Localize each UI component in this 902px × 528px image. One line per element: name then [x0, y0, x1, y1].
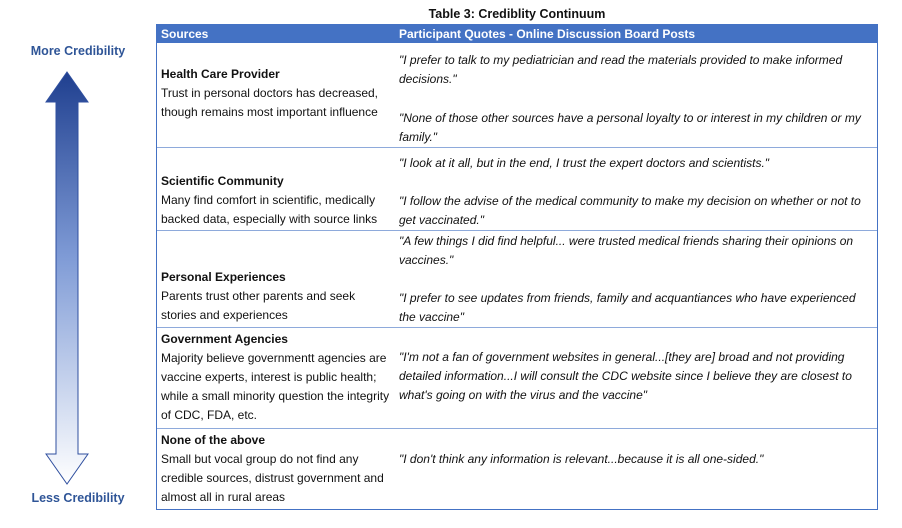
more-credibility-label: More Credibility [30, 44, 126, 58]
source-description: Majority believe governmentt agencies are vaccine experts, interest is public health; while a small minority question the integrity of CDC, FDA, etc. [161, 351, 390, 422]
table-row [157, 147, 877, 231]
less-credibility-label: Less Credibility [31, 491, 125, 505]
header-quotes: Participant Quotes - Online Discussion Board Posts [399, 27, 696, 41]
table-title: Table 3: Crediblity Continuum [428, 7, 606, 21]
table-row [157, 230, 877, 328]
source-description: Many find comfort in scientific, medically backed data, especially with source links [161, 193, 378, 226]
table-row [157, 43, 877, 147]
source-title: Health Care Provider [161, 67, 280, 81]
source-title: Scientific Community [161, 174, 284, 188]
table-row [157, 428, 877, 510]
source-cell [161, 268, 393, 325]
source-title: None of the above [161, 433, 266, 447]
quote: "I don't think any information is relevant...because it is all one-sided." [399, 452, 764, 466]
source-cell [161, 330, 393, 425]
credibility-table [156, 24, 878, 510]
credibility-arrow-icon [44, 70, 90, 486]
source-cell [161, 65, 393, 122]
quote: "I look at it all, but in the end, I trust the expert doctors and scientists." [399, 156, 770, 170]
source-title: Government Agencies [161, 332, 288, 346]
table-header [157, 25, 877, 43]
source-description: Small but vocal group do not find any credible sources, distrust government and almost all in rural areas [161, 452, 384, 504]
quote: "None of those other sources have a personal loyalty to or interest in my children or my family." [399, 111, 861, 144]
header-sources: Sources [161, 27, 209, 41]
source-description: Parents trust other parents and seek stories and experiences [161, 289, 356, 322]
quote: "I prefer to see updates from friends, family and acquantiances who have experienced the vaccine" [399, 291, 856, 324]
quote: "I'm not a fan of government websites in general...[they are] broad and not providing detailed information...I will consult the CDC website since I believe they are closest to what's going on with the virus and the vaccine" [399, 350, 852, 402]
quote: "I prefer to talk to my pediatrician and read the materials provided to make informed decisions." [399, 53, 843, 86]
table-row [157, 327, 877, 429]
quote: "I follow the advise of the medical community to make my decision on whether or not to get vaccinated." [399, 194, 861, 227]
quote: "A few things I did find helpful... were trusted medical friends sharing their opinions on vaccines." [399, 234, 854, 267]
source-title: Personal Experiences [161, 270, 286, 284]
source-description: Trust in personal doctors has decreased, though remains most important influence [161, 86, 379, 119]
source-cell [161, 172, 393, 229]
source-cell [161, 431, 393, 507]
